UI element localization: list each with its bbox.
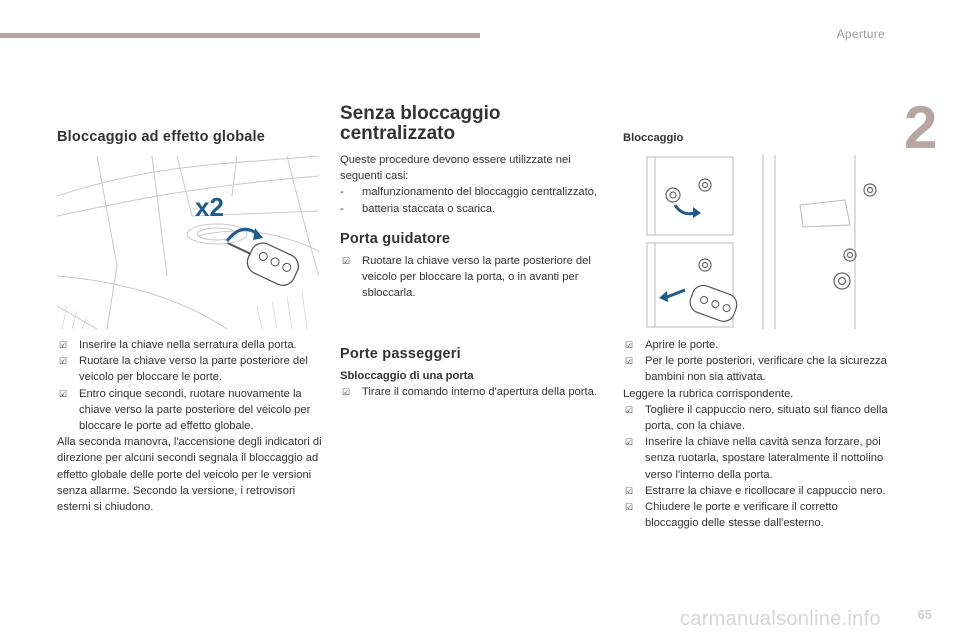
list-item-text: Entro cinque secondi, ruotare nuovamente la chiave verso la parte posteriore del veicolo per bloccare le porte ad effetto globale. bbox=[79, 387, 311, 433]
list-item bbox=[340, 184, 602, 200]
bullet-check-icon: ☑ bbox=[625, 340, 634, 350]
list-item bbox=[340, 253, 602, 302]
list-item bbox=[57, 386, 322, 435]
list-item bbox=[340, 201, 602, 217]
list-item-text: Ruotare la chiave verso la parte posteriore del veicolo per bloccare le porte. bbox=[79, 355, 308, 384]
list-item bbox=[340, 384, 602, 400]
dash-marker: - bbox=[340, 186, 344, 199]
list-item-text: Aprire le porte. bbox=[645, 339, 719, 351]
list-item bbox=[623, 499, 888, 531]
bullet-check-icon: ☑ bbox=[625, 437, 634, 448]
list-item-text: batteria staccata o scarica. bbox=[362, 202, 496, 215]
bullet-check-icon: ☑ bbox=[59, 356, 68, 367]
right-heading: Bloccaggio bbox=[623, 132, 684, 144]
right-note: Leggere la rubrica corrispondente. bbox=[623, 387, 794, 400]
left-body bbox=[57, 337, 322, 515]
page-number: 65 bbox=[917, 607, 932, 622]
bullet-check-icon: ☑ bbox=[625, 485, 634, 496]
left-paragraph: Alla seconda manovra, l'accensione degli indicatori di direzione per alcuni secondi segnala il bloccaggio ad effetto globale delle porte del veicolo per le versioni senza allarme. Secondo la versione, i retrovisori esterni si chiudono. bbox=[57, 436, 322, 514]
header-accent-bar bbox=[0, 33, 480, 38]
list-item-text: malfunzionamento del bloccaggio centralizzato, bbox=[362, 186, 598, 199]
list-item bbox=[623, 353, 888, 385]
list-item bbox=[623, 434, 888, 483]
left-title bbox=[57, 129, 322, 145]
bullet-check-icon: ☑ bbox=[625, 356, 634, 367]
dash-marker: - bbox=[340, 202, 344, 215]
bullet-check-icon: ☑ bbox=[625, 502, 634, 513]
bullet-check-icon: ☑ bbox=[59, 340, 68, 350]
bullet-check-icon: ☑ bbox=[342, 387, 351, 398]
bullet-check-icon: ☑ bbox=[59, 388, 68, 399]
car-door-illustration bbox=[57, 156, 319, 329]
list-item-text: Togliere il cappuccio nero, situato sul fianco della porta, con la chiave. bbox=[645, 403, 888, 433]
list-item-text: Per le porte posteriori, verificare che la sicurezza bambini non sia attivata. bbox=[645, 355, 887, 384]
right-title bbox=[623, 130, 888, 146]
list-item bbox=[57, 353, 322, 385]
list-item bbox=[623, 337, 888, 353]
chapter-number: 2 bbox=[904, 94, 938, 161]
list-item bbox=[623, 402, 888, 434]
middle-heading-line2: centralizzato bbox=[340, 123, 456, 144]
driver-door-heading: Porta guidatore bbox=[340, 230, 451, 247]
middle-column bbox=[340, 104, 602, 400]
middle-heading-line1: Senza bloccaggio bbox=[340, 103, 501, 124]
right-body bbox=[623, 337, 888, 531]
list-item-text: Inserire la chiave nella cavità senza forzare, poi senza ruotarla, spostare lateralmente il nottolino verso l'interno della porta. bbox=[645, 436, 884, 481]
list-item bbox=[623, 483, 888, 499]
list-item-text: Ruotare la chiave verso la parte posteriore del veicolo per bloccare la porta, o in avanti per sbloccarla. bbox=[362, 255, 591, 300]
list-item-text: Estrarre la chiave e ricollocare il cappuccio nero. bbox=[645, 484, 886, 497]
door-lock-illustration bbox=[645, 155, 885, 329]
middle-intro: Queste procedure devono essere utilizzate nei seguenti casi: bbox=[340, 154, 571, 183]
list-item-text: Chiudere le porte e verificare il corretto bloccaggio delle stesse dall'esterno. bbox=[645, 501, 838, 530]
bullet-check-icon: ☑ bbox=[625, 404, 634, 415]
passenger-subheading: Sbloccaggio di una porta bbox=[340, 369, 474, 382]
double-turn-badge: x2 bbox=[195, 192, 224, 222]
list-item bbox=[57, 337, 322, 353]
passenger-doors-heading: Porte passeggeri bbox=[340, 345, 461, 362]
watermark: carmanualsonline.info bbox=[680, 608, 881, 630]
left-heading: Bloccaggio ad effetto globale bbox=[57, 129, 266, 145]
bullet-check-icon: ☑ bbox=[342, 256, 351, 267]
section-title: Aperture bbox=[836, 27, 885, 41]
list-item-text: Inserire la chiave nella serratura della porta. bbox=[79, 339, 297, 351]
list-item-text: Tirare il comando interno d'apertura della porta. bbox=[362, 386, 597, 399]
